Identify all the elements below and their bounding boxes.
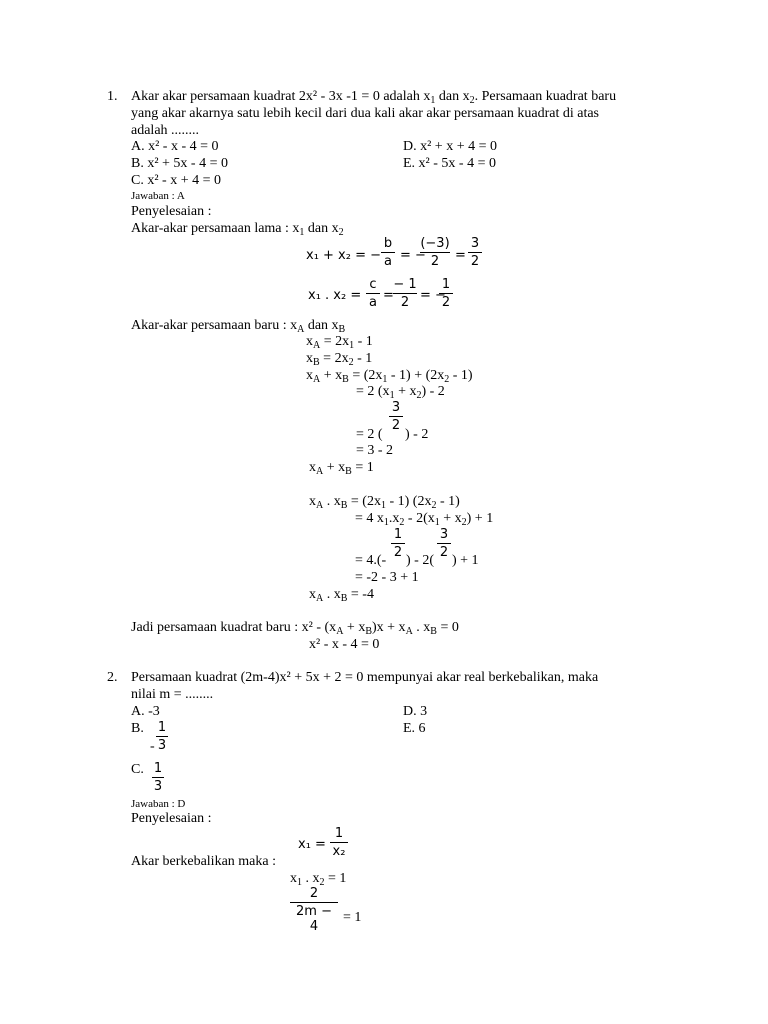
q1-sum-step4: = 3 - 2: [356, 443, 394, 458]
q2-line1: Persamaan kuadrat (2m-4)x² + 5x + 2 = 0 mempunyai akar real berkebalikan, maka: [131, 670, 599, 685]
q1-prod-step2: = 4 $x_1.x_2 - 2(x_1 + x_2) + 1$: [355, 511, 494, 528]
q1-option-b: B. x² + 5x - 4 = 0: [131, 156, 228, 171]
q1-prod-step3-frac1: 1 2: [391, 527, 405, 560]
q1-option-e: E. x² - 5x - 4 = 0: [403, 156, 496, 171]
q1-sum-step3-close: ) - 2: [405, 427, 429, 442]
q2-x1-eq: x₁ =: [298, 837, 326, 852]
q1-line1: Akar akar persamaan kuadrat 2x² - 3x -1 = 0 adalah $x_1$ dan $x_2$. Persamaan kuadrat baru: [131, 89, 617, 106]
q1-sum-step1: $x_A + x_B = (2x_1 - 1) + (2x_2 - 1)$: [306, 368, 473, 385]
q1-line3: adalah ........: [131, 123, 200, 138]
q2-solution-heading: Penyelesaian :: [131, 811, 212, 826]
q1-prod-eq1: =: [383, 288, 394, 303]
q2-option-e: E. 6: [403, 721, 426, 736]
q1-sum-step3-open: = 2 (: [356, 427, 383, 442]
q1-line2: yang akar akarnya satu lebih kecil dari dua kali akar akar persamaan kuadrat di atas: [131, 106, 600, 121]
q1-xa-def: $x_A = 2x_1 - 1$: [306, 334, 373, 351]
q1-prod-step1: $x_A$ . $x_B = (2x_1 - 1)$ $(2x_2 - 1)$: [309, 494, 460, 511]
q1-prod-result: $x_A$ . $x_B = -4$: [309, 587, 374, 604]
q2-product: $x_1$ . $x_2 = 1$: [290, 871, 347, 888]
q1-prod-step3-frac2: 3 2: [437, 527, 451, 560]
q1-sum-step3-frac: 3 2: [389, 400, 403, 433]
q1-new-roots: Akar-akar persamaan baru : $x_A$ dan $x_B$: [131, 318, 346, 335]
q1-prod-step3-a: = 4.(-: [355, 553, 387, 568]
q1-number: 1.: [107, 89, 118, 104]
q1-frac-c-over-a: c a: [366, 277, 380, 310]
q1-xb-def: $x_B = 2x_2 - 1$: [306, 351, 373, 368]
q2-option-b-frac: 1 3: [157, 720, 167, 753]
q2-option-d: D. 3: [403, 704, 428, 719]
q1-frac-3-over-2: 3 2: [468, 236, 482, 269]
q1-sum-lhs: x₁ + x₂ = −: [306, 248, 382, 263]
q1-prod-step3-b: ) - 2(: [406, 553, 434, 568]
q1-option-c: C. x² - x + 4 = 0: [131, 173, 221, 188]
q2-reciprocal-text: Akar berkebalikan maka :: [131, 854, 276, 869]
q1-final-equation: x² - x - 4 = 0: [309, 637, 380, 652]
q1-solution-heading: Penyelesaian :: [131, 204, 212, 219]
q1-prod-step3-c: ) + 1: [452, 553, 479, 568]
q2-number: 2.: [107, 670, 118, 685]
q1-answer: Jawaban : A: [131, 190, 185, 202]
q1-frac-b-over-a: b a: [381, 236, 395, 269]
q1-sum-mid: = −: [400, 248, 426, 263]
q2-option-b-sign: -: [150, 739, 155, 754]
q1-sum-result: $x_A + x_B = 1$: [309, 460, 374, 477]
q1-old-roots: Akar-akar persamaan lama : $x_1$ dan $x_2$: [131, 221, 344, 238]
q2-last-eq: = 1: [343, 910, 362, 925]
q1-prod-eq2: = −: [420, 288, 446, 303]
q2-answer: Jawaban : D: [131, 798, 186, 810]
q2-option-b: B.: [131, 721, 144, 736]
q2-option-c: C.: [131, 762, 144, 777]
q1-prod-lhs: x₁ . x₂ =: [308, 288, 362, 303]
q2-last-frac: 2 2m − 4: [290, 886, 338, 934]
q1-frac-m3-over-2: (−3) 2: [420, 236, 450, 269]
q2-x1-frac: 1 x₂: [330, 826, 348, 859]
q1-frac-m1-over-2: − 1 2: [393, 277, 417, 310]
q1-option-d: D. x² + x + 4 = 0: [403, 139, 497, 154]
q1-conclusion: Jadi persamaan kuadrat baru : $x^2 - (x_A + x_B)x + x_A$ . $x_B = 0$: [131, 620, 459, 637]
q1-prod-step4: = -2 - 3 + 1: [355, 570, 419, 585]
q2-option-c-frac: 1 3: [153, 761, 163, 794]
q1-option-a: A. x² - x - 4 = 0: [131, 139, 219, 154]
q2-option-a: A. -3: [131, 704, 160, 719]
q2-line2: nilai m = ........: [131, 687, 214, 702]
q1-sum-eq: =: [455, 248, 466, 263]
q1-sum-step2: = 2 $(x_1 + x_2) - 2$: [356, 384, 445, 401]
q1-frac-1-over-2: 1 2: [439, 277, 453, 310]
